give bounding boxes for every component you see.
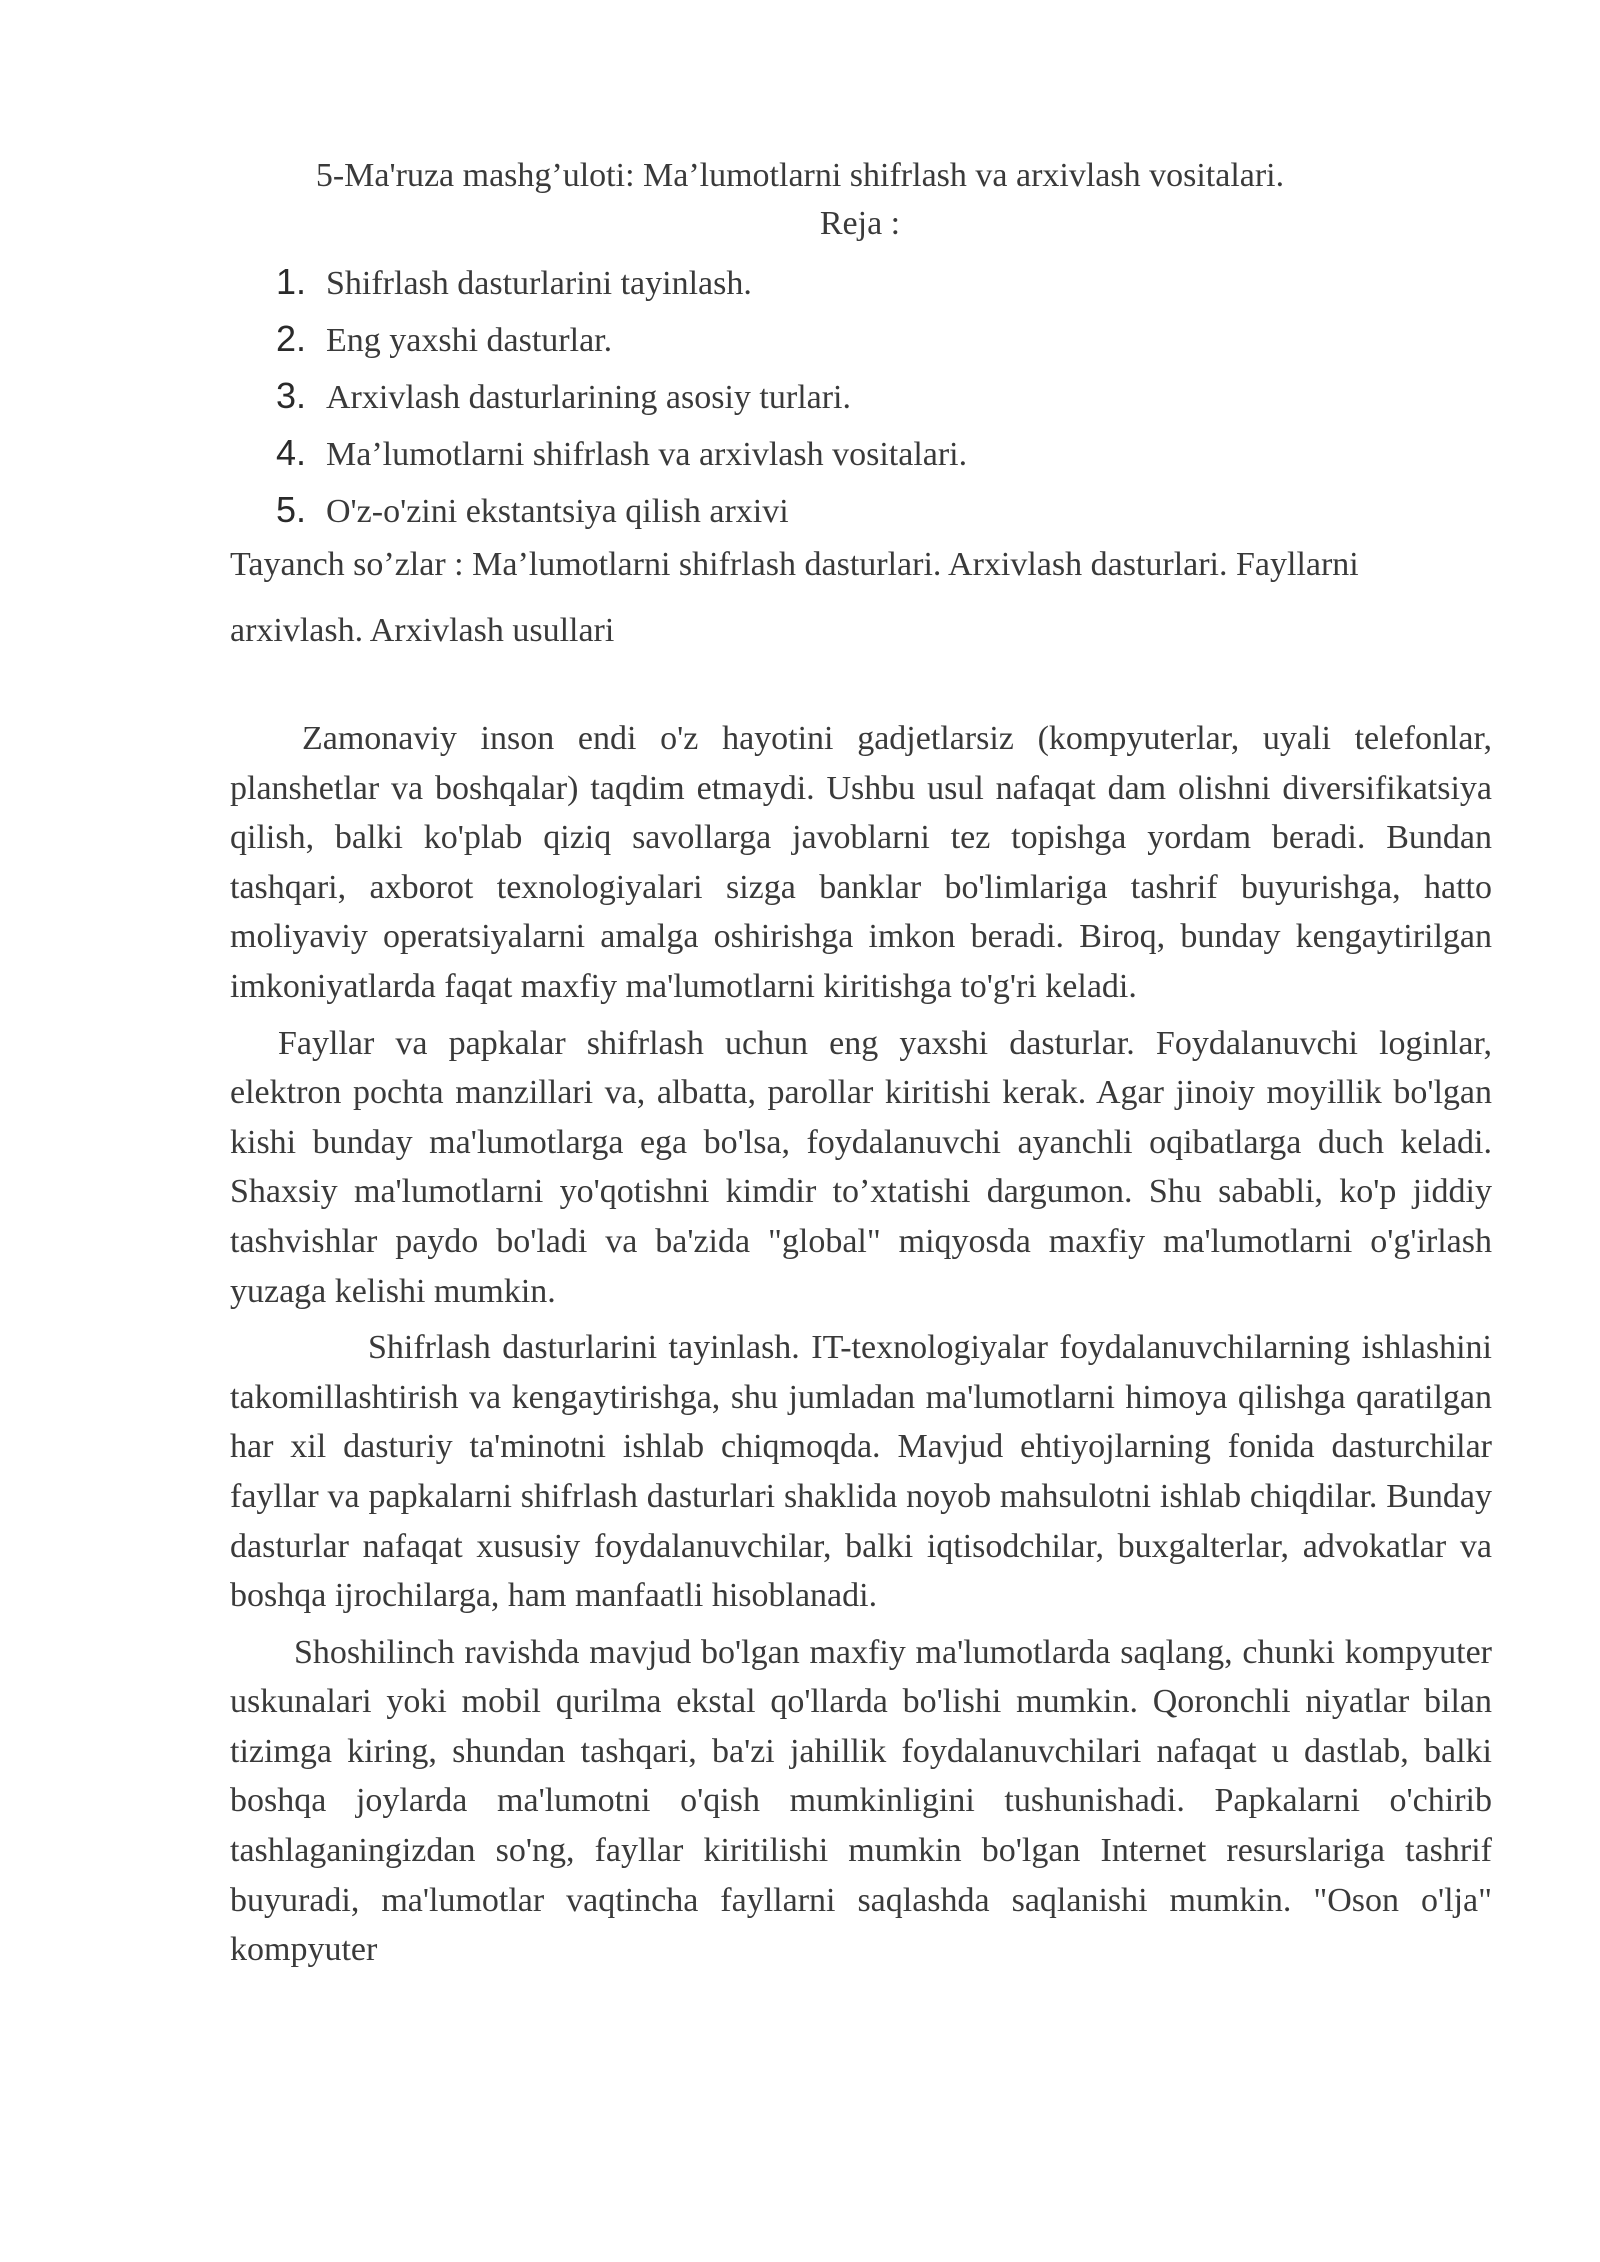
paragraph: Shoshilinch ravishda mavjud bo'lgan maxfiy ma'lumotlarda saqlang, chunki kompyuter uskunalari yoki mobil qurilma ekstal qo'llarda bo'lishi mumkin. Qoronchli niyatlar bilan tizimga kiring, shundan tashqari, ba'zi jahillik foydalanuvchilari nafaqat u dastlab, balki boshqa joylarda ma'lumotni o'qish mumkinligini tushunishadi. Papkalarni o'chirib tashlaganingizdan so'ng, fayllar kiritilishi mumkin bo'lgan Internet resurslariga tashrif buyuradi, ma'lumotlar vaqtincha fayllarni saqlashda saqlanishi mumkin. "Oson o'lja" kompyuter (230, 1633, 1492, 1969)
plan-item-text: Eng yaxshi dasturlar. (326, 322, 613, 359)
plan-item-number: 1. (276, 261, 307, 302)
lecture-header (0, 152, 1600, 248)
plan-item (276, 367, 967, 424)
plan-item-number: 4. (276, 432, 307, 473)
plan-item-number: 2. (276, 318, 307, 359)
plan-heading: Reja : (819, 205, 901, 242)
plan-item-text: O'z-o'zini ekstantsiya qilish arxivi (326, 493, 789, 530)
plan-item-text: Shifrlash dasturlarini tayinlash. (326, 265, 752, 302)
plan-item-number: 5. (276, 489, 307, 530)
plan-item (276, 424, 967, 481)
plan-item (276, 253, 967, 310)
plan-list (276, 253, 967, 538)
lecture-title: 5-Ma'ruza mashg’uloti: Ma’lumotlarni shifrlash va arxivlash vositalari. (315, 157, 1285, 194)
paragraph: Fayllar va papkalar shifrlash uchun eng yaxshi dasturlar. Foydalanuvchi loginlar, elektron pochta manzillari va, albatta, parollar kiritishi kerak. Agar jinoiy moyillik bo'lgan kishi bunday ma'lumotlarga ega bo'lsa, foydalanuvchi ayanchli oqibatlarga duch keladi. Shaxsiy ma'lumotlarni yo'qotishni kimdir to’xtatishi dargumon. Shu sababli, ko'p jiddiy tashvishlar paydo bo'ladi va ba'zida "global" miqyosda maxfiy ma'lumotlarni o'g'irlash yuzaga kelishi mumkin. (230, 1024, 1492, 1310)
plan-item (276, 310, 967, 367)
paragraph: Zamonaviy inson endi o'z hayotini gadjetlarsiz (kompyuterlar, uyali telefonlar, planshetlar va boshqalar) taqdim etmaydi. Ushbu usul nafaqat dam olishni diversifikatsiya qilish, balki ko'plab qiziq savollarga javoblarni tez topishga yordam beradi. Bundan tashqari, axborot texnologiyalari sizga banklar bo'limlariga tashrif buyurishga, hatto moliyaviy operatsiyalarni amalga oshirishga imkon beradi. Biroq, bunday kengaytirilgan imkoniyatlarda faqat maxfiy ma'lumotlarni kiritishga to'g'ri keladi. (230, 720, 1492, 1005)
keywords-line: Tayanch so’zlar : Ma’lumotlarni shifrlash dasturlari. Arxivlash dasturlari. Fayllarni arxivlash. Arxivlash usullari (230, 546, 1359, 649)
plan-item-number: 3. (276, 375, 307, 416)
plan-item-text: Ma’lumotlarni shifrlash va arxivlash vositalari. (326, 436, 968, 473)
plan-item (276, 481, 967, 538)
body-text (230, 714, 1492, 1982)
paragraph: Shifrlash dasturlarini tayinlash. IT-texnologiyalar foydalanuvchilarning ishlashini takomillashtirish va kengaytirishga, shu jumladan ma'lumotlarni himoya qilishga qaratilgan har xil dasturiy ta'minotni ishlab chiqmoqda. Mavjud ehtiyojlarning fonida dasturchilar fayllar va papkalarni shifrlash dasturlari shaklida noyob mahsulotni ishlab chiqdilar. Bunday dasturlar nafaqat xususiy foydalanuvchilar, balki iqtisodchilar, buxgalterlar, advokatlar va boshqa ijrochilarga, ham manfaatli hisoblanadi. (230, 1329, 1492, 1615)
plan-item-text: Arxivlash dasturlarining asosiy turlari. (326, 379, 852, 416)
